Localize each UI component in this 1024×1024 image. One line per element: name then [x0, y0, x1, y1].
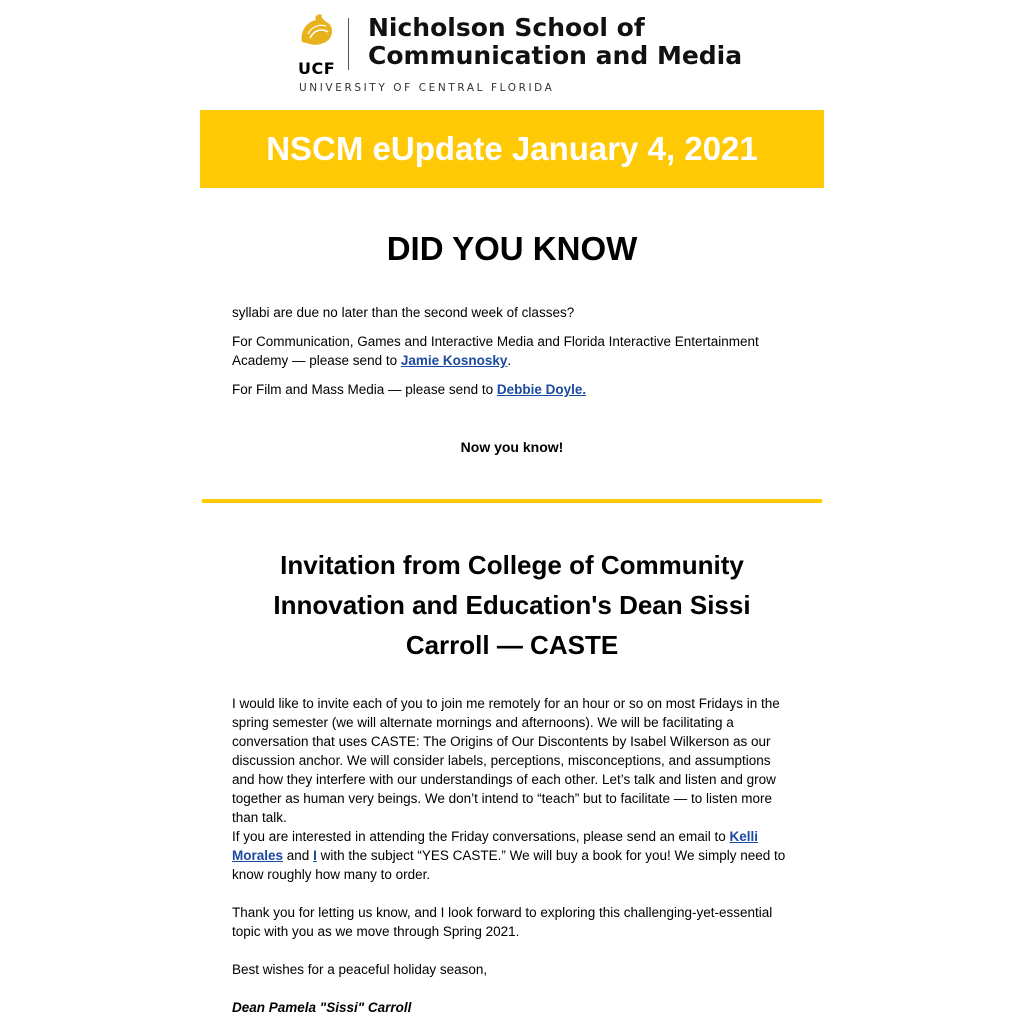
invitation-paragraph-1: I would like to invite each of you to join me remotely for an hour or so on most Fridays in the spring semester (we will alternate mornings and afternoons). We will be facilitating a conversation that uses CASTE: The Origins of Our Discontents by Isabel Wilkerson as our discussion anchor. We will consider labels, perceptions, misconceptions, and assumptions and how they interfere with our understandings of each other. Let’s talk and listen and grow together as human very beings. We don’t intend to “teach” but to facilitate — to listen more than talk. [232, 696, 780, 825]
banner-title: NSCM eUpdate January 4, 2021 [266, 130, 758, 167]
kelli-morales-link[interactable]: Kelli Morales [232, 829, 759, 863]
nicholson-logo[interactable] [296, 12, 743, 96]
invitation-paragraph-3: Thank you for letting us know, and I look forward to exploring this challenging-yet-essential topic with you as we move through Spring 2021. [232, 905, 773, 939]
logo-line-1: Nicholson School of [368, 13, 645, 42]
did-you-know-heading: DID YOU KNOW [386, 230, 638, 267]
dyk-p2-text: For Communication, Games and Interactive Media and Florida Interactive Entertainment Academy — please send to [232, 334, 759, 368]
logo-school-name [368, 14, 742, 70]
logo-ucf-text: UCF [298, 59, 336, 78]
section-divider [202, 499, 822, 503]
pegasus-icon [296, 12, 336, 54]
invitation-paragraph-4: Best wishes for a peaceful holiday season, [232, 962, 488, 977]
dean-email-link[interactable]: I [313, 848, 317, 863]
dyk-p3-text: For Film and Mass Media — please send to [232, 382, 497, 397]
dyk-paragraph-2 [232, 332, 792, 370]
invitation-heading: Invitation from College of Community Innovation and Education's Dean Sissi Carroll — CASTE [273, 550, 751, 660]
jamie-kosnosky-link[interactable]: Jamie Kosnosky [400, 353, 508, 368]
logo-line-2: Communication and Media [368, 41, 743, 70]
eupdate-banner [200, 110, 824, 188]
dyk-intro: syllabi are due no later than the second week of classes? [232, 305, 575, 320]
inv-p2-b: and [283, 848, 314, 863]
invitation-paragraph-2 [232, 827, 792, 884]
inv-p2-c: with the subject “YES CASTE.” We will buy a book for you! We simply need to know roughly how many to order. [232, 848, 786, 882]
logo-divider [348, 18, 349, 70]
signature: Dean Pamela "Sissi" Carroll [232, 1000, 412, 1015]
logo-subtitle: UNIVERSITY OF CENTRAL FLORIDA [299, 82, 555, 94]
dyk-p2-end: . [507, 353, 512, 368]
debbie-doyle-link[interactable]: Debbie Doyle. [496, 382, 587, 397]
inv-p2-a: If you are interested in attending the Friday conversations, please send an email to [232, 829, 730, 844]
now-you-know: Now you know! [460, 439, 564, 455]
dyk-paragraph-3 [232, 380, 792, 399]
